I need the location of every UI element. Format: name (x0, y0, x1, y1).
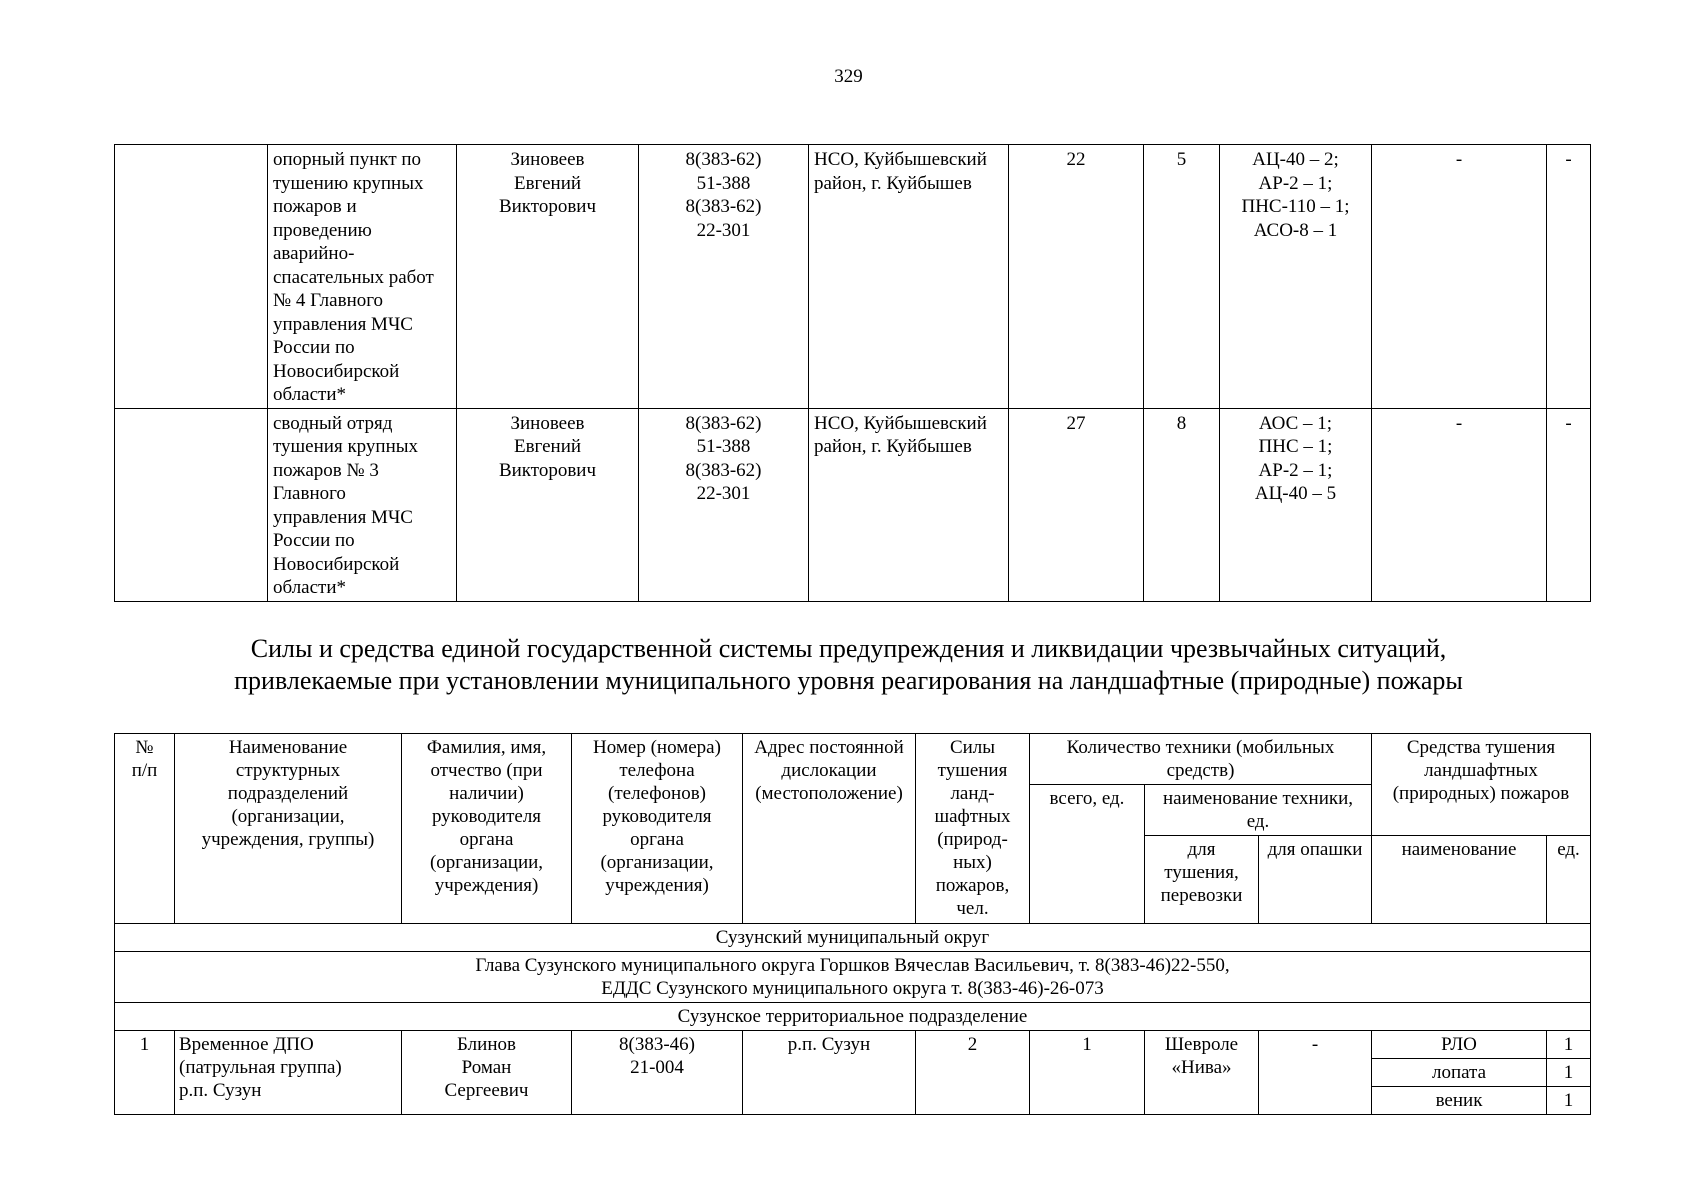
cell-line: всего, ед. (1049, 788, 1125, 809)
cell-line: управления МЧС (273, 313, 413, 335)
cell-line: № (135, 737, 154, 758)
row-head (457, 145, 639, 409)
cell-line: для опашки (1267, 839, 1363, 860)
cell-line: (природных) пожаров (1392, 783, 1570, 804)
header-for-extinguishing (1145, 836, 1259, 924)
cell-line: области* (273, 577, 347, 598)
row-phone (639, 408, 809, 601)
row-address (809, 145, 1009, 409)
cell-line: органа (459, 829, 514, 850)
cell-line: ед. (1246, 811, 1270, 832)
cell-line: 51-388 (696, 436, 751, 457)
cell-line: проведению (273, 219, 372, 241)
cell-line: АР-2 – 1; (1258, 172, 1333, 194)
cell-line: п/п (131, 760, 158, 781)
row-address (809, 408, 1009, 601)
row-org (268, 145, 457, 409)
cell-line: АР-2 – 1; (1258, 459, 1333, 481)
row-extinguishing (1145, 1031, 1259, 1115)
cell-line: Викторович (498, 459, 597, 481)
cell-line: наименование (1401, 839, 1517, 860)
row-total: 1 (1030, 1031, 1145, 1115)
district-name: Сузунский муниципальный округ (115, 924, 1591, 952)
header-phone (572, 734, 743, 924)
cell-line: управления МЧС (273, 506, 413, 528)
cell-line: отчество (при (430, 760, 543, 781)
page-number: 329 (834, 66, 863, 87)
cell-line: Новосибирской (273, 553, 400, 575)
row-tool-name: веник (1372, 1087, 1547, 1115)
cell-line: наименование техники, (1162, 788, 1354, 809)
empty-cell (115, 145, 268, 409)
row-forces: 22 (1009, 145, 1144, 409)
row-tool-qty: - (1547, 408, 1591, 601)
subdivision-name: Сузунское территориальное подразделение (115, 1003, 1591, 1031)
row-tool-qty: 1 (1547, 1087, 1591, 1115)
cell-line: учреждения) (605, 875, 709, 896)
cell-line: Евгений (513, 436, 582, 457)
district-head-row (115, 952, 1591, 1003)
cell-line: Наименование (228, 737, 348, 758)
cell-line: 22-301 (696, 219, 751, 241)
cell-line: дислокации (781, 760, 877, 781)
cell-line: (организации, (231, 806, 345, 827)
cell-line: район, г. Куйбышев (814, 436, 972, 457)
cell-line: тушения крупных (273, 436, 419, 457)
header-row-1 (115, 734, 1591, 785)
cell-line: 51-388 (696, 172, 751, 194)
section-title-line: Силы и средства единой государственной системы предупреждения и ликвидации чрезвычайных ситуаций, (250, 634, 1447, 663)
cell-line: Зиновеев (510, 412, 585, 434)
header-tool-name (1372, 836, 1547, 924)
row-head (402, 1031, 572, 1115)
cell-line: чел. (956, 898, 989, 919)
cell-line: 8(383-46) (619, 1034, 695, 1055)
header-num (115, 734, 175, 924)
empty-cell (115, 408, 268, 601)
row-phone (639, 145, 809, 409)
cell-line: 8(383-62) (685, 196, 762, 217)
cell-line: Шевроле (1164, 1034, 1239, 1055)
cell-line: Глава Сузунского муниципального округа Горшков Вячеслав Васильевич, т. 8(383-46)22-550, (475, 955, 1230, 976)
header-head (402, 734, 572, 924)
table-row (115, 1031, 1591, 1059)
header-tools (1372, 734, 1591, 836)
row-tool-name: - (1372, 145, 1547, 409)
cell-line: Новосибирской (273, 360, 400, 382)
cell-line: 22-301 (696, 483, 751, 504)
cell-line: Средства тушения (1406, 737, 1556, 758)
cell-line: структурных (235, 760, 341, 781)
cell-line: для (1187, 839, 1216, 860)
cell-line: подразделений (227, 783, 349, 804)
row-tool-qty: - (1547, 145, 1591, 409)
row-head (457, 408, 639, 601)
row-tool-qty: 1 (1547, 1059, 1591, 1087)
section-title-line: привлекаемые при установлении муниципального уровня реагирования на ландшафтные (природные) пожары (234, 666, 1463, 695)
cell-line: ПНС – 1; (1258, 436, 1333, 457)
cell-line: ных) (953, 852, 992, 873)
cell-line: области* (273, 384, 347, 405)
cell-line: России по (273, 530, 355, 551)
cell-line: тушения (937, 760, 1008, 781)
header-org (175, 734, 402, 924)
row-tool-qty: 1 (1547, 1031, 1591, 1059)
row-total: 8 (1144, 408, 1220, 601)
cell-line: Адрес постоянной (754, 737, 904, 758)
cell-line: № 4 Главного (273, 290, 384, 311)
header-equipment-names (1145, 785, 1372, 836)
cell-line: АСО-8 – 1 (1253, 219, 1338, 241)
cell-line: пожаров и (273, 196, 357, 217)
cell-line: спасательных работ (273, 266, 434, 288)
header-tool-unit (1547, 836, 1591, 924)
cell-line: АЦ-40 – 2; (1252, 149, 1339, 170)
cell-line: ПНС-110 – 1; (1241, 196, 1350, 217)
row-org (175, 1031, 402, 1115)
cell-line: ланд- (950, 783, 995, 804)
cell-line: 21-004 (630, 1057, 684, 1078)
cell-line: Роман (461, 1057, 512, 1078)
cell-line: сводный отряд (273, 412, 393, 434)
district-head (115, 952, 1591, 1003)
cell-line: район, г. Куйбышев (814, 172, 972, 194)
cell-line: России по (273, 337, 355, 358)
cell-line: Зиновеев (510, 149, 585, 170)
subdivision-row (115, 1003, 1591, 1031)
cell-line: руководителя (602, 806, 712, 827)
cell-line: Евгений (513, 172, 582, 194)
row-total: 5 (1144, 145, 1220, 409)
cell-line: учреждения) (434, 875, 539, 896)
table-row (115, 408, 1591, 601)
cell-line: Блинов (457, 1034, 516, 1055)
header-total (1030, 785, 1145, 924)
cell-line: НСО, Куйбышевский (814, 149, 987, 170)
cell-line: Временное ДПО (179, 1034, 314, 1055)
cell-line: Количество техники (мобильных (1066, 737, 1335, 758)
cell-line: 8(383-62) (685, 459, 762, 481)
cell-line: Викторович (498, 196, 597, 217)
cell-line: АОС – 1; (1258, 412, 1333, 434)
cell-line: ЕДДС Сузунского муниципального округа т. 8(383-46)-26-073 (601, 978, 1104, 999)
cell-line: ед. (1557, 839, 1580, 860)
row-forces: 27 (1009, 408, 1144, 601)
section-title (0, 633, 1697, 697)
cell-line: пожаров № 3 (273, 459, 379, 481)
district-row (115, 924, 1591, 952)
cell-line: АЦ-40 – 5 (1254, 483, 1337, 504)
cell-line: аварийно- (273, 243, 355, 264)
row-forces: 2 (916, 1031, 1030, 1115)
cell-line: Главного (273, 483, 346, 504)
cell-line: р.п. Сузун (179, 1080, 262, 1101)
cell-line: 8(383-62) (685, 412, 762, 434)
cell-line: руководителя (431, 806, 542, 827)
row-phone (572, 1031, 743, 1115)
row-equipment (1220, 145, 1372, 409)
row-equipment (1220, 408, 1372, 601)
row-address: р.п. Сузун (743, 1031, 916, 1115)
cell-line: (организации, (600, 852, 714, 873)
cell-line: наличии) (449, 783, 524, 804)
cell-line: органа (630, 829, 684, 850)
cell-line: Номер (номера) (593, 737, 721, 758)
cell-line: пожаров, (935, 875, 1010, 896)
row-org (268, 408, 457, 601)
cell-line: 8(383-62) (685, 149, 762, 170)
row-tool-name: РЛО (1372, 1031, 1547, 1059)
cell-line: тушения, (1164, 862, 1239, 883)
row-tool-name: - (1372, 408, 1547, 601)
cell-line: (патрульная группа) (179, 1057, 342, 1078)
cell-line: НСО, Куйбышевский (814, 412, 987, 434)
cell-line: ландшафтных (1424, 760, 1538, 781)
row-num: 1 (115, 1031, 175, 1115)
header-address (743, 734, 916, 924)
header-equipment-count (1030, 734, 1372, 785)
cell-line: опорный пункт по (273, 149, 422, 170)
cell-line: Силы (949, 737, 996, 758)
cell-line: «Нива» (1171, 1057, 1232, 1078)
forces-table (114, 733, 1591, 1115)
row-tool-name: лопата (1372, 1059, 1547, 1087)
cell-line: (телефонов) (608, 783, 706, 804)
cell-line: учреждения, группы) (201, 829, 375, 850)
header-for-plowing (1259, 836, 1372, 924)
cell-line: (природ- (937, 829, 1008, 850)
cell-line: Сергеевич (444, 1080, 529, 1101)
cell-line: средств) (1166, 760, 1235, 781)
cell-line: Фамилия, имя, (426, 737, 547, 758)
cell-line: телефона (619, 760, 695, 781)
cell-line: тушению крупных (273, 172, 424, 194)
top-continuation-table (114, 144, 1591, 602)
row-plowing: - (1259, 1031, 1372, 1115)
cell-line: (организации, (429, 852, 544, 873)
table-row (115, 145, 1591, 409)
cell-line: шафтных (934, 806, 1011, 827)
cell-line: (местоположение) (755, 783, 903, 804)
cell-line: перевозки (1160, 885, 1243, 906)
header-forces (916, 734, 1030, 924)
